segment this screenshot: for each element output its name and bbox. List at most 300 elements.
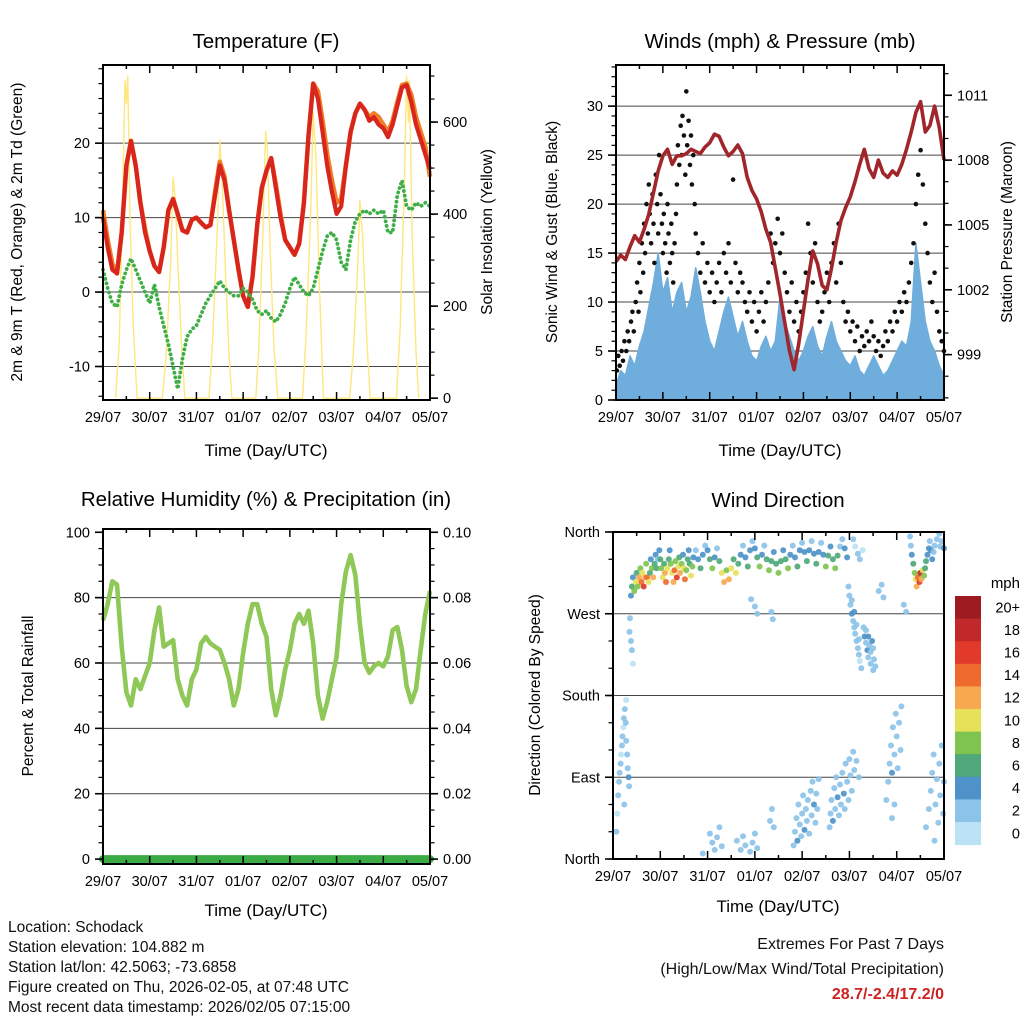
wind-gusts-dot	[635, 280, 640, 285]
wind-gusts-dot	[848, 329, 853, 334]
direction-dots-dot	[879, 582, 885, 588]
wind-gusts-dot	[671, 280, 676, 285]
direction-dots-dot	[776, 570, 782, 576]
wind-gusts-dot	[754, 329, 759, 334]
direction-dots-dot	[851, 767, 857, 773]
direction-dots-dot	[932, 838, 938, 844]
direction-dots-dot	[814, 806, 820, 812]
direction-dots-dot	[852, 544, 858, 550]
station-info	[8, 918, 350, 1018]
wind-gusts-dot	[672, 241, 677, 246]
x-tick-label: 05/07	[925, 410, 963, 426]
direction-dots-dot	[927, 538, 933, 544]
wind-gusts-dot	[662, 212, 667, 217]
x-tick-label: 04/07	[878, 410, 916, 426]
direction-dots-dot	[695, 556, 701, 562]
wind-gusts-dot	[864, 329, 869, 334]
wind-gusts-dot	[921, 182, 926, 187]
x-tick-label: 04/07	[365, 874, 402, 890]
wind-gusts-dot	[759, 290, 764, 295]
direction-dots-dot	[719, 843, 725, 849]
wind-gusts-dot	[935, 310, 940, 315]
colorbar-label: 8	[1011, 735, 1020, 752]
direction-dots-dot	[803, 806, 809, 812]
direction-dots-dot	[615, 792, 621, 798]
temperature-ylabel-right: Solar Insolation (Yellow)	[479, 149, 496, 315]
wind-gusts-dot	[625, 329, 630, 334]
direction-dots-dot	[799, 811, 805, 817]
direction-dots-dot	[910, 561, 916, 567]
wind-gusts-dot	[678, 123, 683, 128]
y-tick-label: South	[562, 688, 600, 705]
winds-series	[615, 89, 947, 400]
direction-dots-dot	[818, 540, 824, 546]
direction-dots-dot	[854, 758, 860, 764]
x-tick-label: 01/07	[224, 410, 262, 426]
wind-gusts-dot	[909, 261, 914, 266]
direction-dots-dot	[890, 724, 896, 730]
direction-dots-dot	[802, 827, 808, 833]
direction-dots-dot	[935, 820, 941, 826]
direction-dots-dot	[622, 706, 628, 712]
direction-dots-dot	[926, 806, 932, 812]
direction-dots-dot	[937, 792, 943, 798]
solar-insolation-line	[116, 76, 419, 398]
colorbar-cell	[955, 641, 981, 664]
y-tick-label: 0	[81, 285, 90, 302]
wind-gusts-dot	[657, 153, 662, 158]
wind-gusts-dot	[630, 310, 635, 315]
direction-dots-dot	[790, 543, 796, 549]
direction-dots-dot	[630, 661, 636, 667]
wind-gusts-dot	[658, 192, 663, 197]
direction-dots-dot	[854, 622, 860, 628]
y-tick-label: 0	[443, 391, 452, 408]
direction-dots-dot	[830, 818, 836, 824]
direction-dots-dot	[698, 565, 704, 571]
direction-dots-dot	[712, 554, 718, 560]
colorbar-cell	[955, 754, 981, 777]
direction-dots-dot	[870, 645, 876, 651]
wind-gusts-dot	[881, 344, 886, 349]
extremes-values: 28.7/-2.4/17.2/0	[831, 986, 944, 1003]
direction-dots-dot	[922, 565, 928, 571]
direction-dots-dot	[799, 540, 805, 546]
temperature-title: Temperature (F)	[192, 30, 340, 53]
wind-gusts-dot	[636, 310, 641, 315]
colorbar-cell	[955, 777, 981, 800]
wind-gusts-dot	[841, 300, 846, 305]
y-tick-label: 30	[586, 99, 603, 116]
wind-gusts-dot	[724, 270, 729, 275]
direction-dots-dot	[742, 554, 748, 560]
direction-dots-dot	[794, 815, 800, 821]
direction-dots-dot	[705, 547, 711, 553]
winds-xlabel: Time (Day/UTC)	[718, 441, 842, 460]
direction-dots-dot	[791, 842, 797, 848]
recent-timestamp: Most recent data timestamp: 2026/02/05 07:15:00	[8, 999, 351, 1016]
wind-gusts-dot	[632, 329, 637, 334]
direction-dots-dot	[616, 779, 622, 785]
wind-gusts-dot	[652, 261, 657, 266]
direction-dots-dot	[734, 838, 740, 844]
direction-dots-dot	[770, 616, 776, 622]
y-tick-label: 60	[73, 656, 90, 672]
plot-frame	[103, 529, 430, 864]
direction-dots-dot	[629, 647, 635, 653]
wind-gusts-dot	[878, 354, 883, 359]
direction-dots-dot	[830, 556, 836, 562]
direction-dots-dot	[855, 645, 861, 651]
direction-dots-dot	[754, 611, 760, 617]
wind-gusts-dot	[874, 349, 879, 354]
direction-dots-dot	[891, 752, 897, 758]
direction-dots-dot	[795, 802, 801, 808]
y-tick-label: 0.08	[443, 590, 472, 607]
wind-gusts-dot	[897, 300, 902, 305]
wind-gusts-dot	[923, 221, 928, 226]
wind-gusts-dot	[647, 182, 652, 187]
y-tick-label: 600	[443, 115, 468, 132]
direction-dots-dot	[898, 703, 904, 709]
direction-dots-dot	[761, 543, 767, 549]
wind-gusts-dot	[928, 280, 933, 285]
y-tick-label: 0.00	[443, 852, 472, 869]
sonic-wind-area	[616, 243, 944, 400]
direction-dots-dot	[716, 824, 722, 830]
direction-dots-dot	[832, 806, 838, 812]
wind-gusts-dot	[827, 300, 832, 305]
wind-gusts-dot	[717, 261, 722, 266]
wind-gusts-dot	[740, 280, 745, 285]
wind-gusts-dot	[644, 202, 649, 207]
colorbar-label: 16	[1003, 645, 1020, 662]
direction-dots-dot	[849, 788, 855, 794]
wind-gusts-dot	[820, 310, 825, 315]
y-tick-label: 0	[81, 852, 90, 869]
direction-dots-dot	[780, 547, 786, 553]
direction-dots-dot	[842, 545, 848, 551]
wind-gusts-dot	[696, 251, 701, 256]
wind-gusts-dot	[633, 300, 638, 305]
direction-dots-dot	[798, 833, 804, 839]
wind-gusts-dot	[895, 319, 900, 324]
extremes-heading: Extremes For Past 7 Days	[757, 936, 944, 953]
y-tick-label: 10	[586, 295, 603, 312]
direction-dots-dot	[837, 782, 843, 788]
y-tick-label: 0.06	[443, 656, 472, 672]
direction-dots-dot	[844, 554, 850, 560]
direction-dots-dot	[686, 547, 692, 553]
direction-dots-dot	[833, 774, 839, 780]
direction-dots-dot	[792, 829, 798, 835]
direction-dots-dot	[740, 833, 746, 839]
direction-dots-dot	[617, 770, 623, 776]
wind-gusts-dot	[703, 280, 708, 285]
direction-dots-dot	[747, 849, 753, 855]
extremes-subheading: (High/Low/Max Wind/Total Precipitation)	[660, 961, 944, 978]
x-tick-label: 01/07	[736, 869, 774, 885]
wind-gusts-dot	[750, 319, 755, 324]
wind-gusts-dot	[621, 359, 626, 364]
wind-gusts-dot	[691, 153, 696, 158]
wind-gusts-dot	[785, 290, 790, 295]
direction-dots-dot	[733, 570, 739, 576]
wind-gusts-dot	[627, 339, 632, 344]
x-tick-label: 04/07	[878, 869, 915, 885]
y-tick-label: 1008	[957, 153, 990, 170]
wind-gusts-dot	[665, 202, 670, 207]
direction-dots-dot	[852, 631, 858, 637]
wind-gusts-dot	[637, 261, 642, 266]
wind-gusts-dot	[680, 114, 685, 119]
direction-dots-dot	[624, 752, 630, 758]
temperature-xlabel: Time (Day/UTC)	[204, 441, 328, 460]
direction-dots-dot	[613, 829, 619, 835]
colorbar-label: 2	[1011, 803, 1020, 820]
direction-dots-dot	[929, 770, 935, 776]
wind-gusts-dot	[686, 119, 691, 124]
y-tick-label: 0	[594, 393, 603, 409]
wind-gusts-dot	[674, 212, 679, 217]
extremes-info	[660, 932, 944, 1007]
wind-gusts-dot	[907, 280, 912, 285]
y-tick-label: 25	[586, 148, 603, 165]
colorbar-label: 18	[1003, 622, 1020, 639]
direction-dots-dot	[768, 609, 774, 615]
direction-dots-dot	[887, 761, 893, 767]
y-tick-label: 1011	[957, 88, 989, 105]
wind-gusts-dot	[886, 339, 891, 344]
plot-frame	[103, 65, 430, 400]
direction-dots-dot	[745, 564, 751, 570]
x-tick-label: 30/07	[131, 410, 168, 426]
direction-dots-dot	[856, 774, 862, 780]
direction-dots-dot	[627, 629, 633, 635]
direction-dots-dot	[804, 818, 810, 824]
wind-gusts-dot	[839, 261, 844, 266]
winds-ylabel-right: Station Pressure (Maroon)	[999, 141, 1016, 323]
direction-dots-dot	[680, 552, 686, 558]
direction-dots-dot	[856, 652, 862, 658]
direction-dots-dot	[871, 656, 877, 662]
direction-dots-dot	[909, 552, 915, 558]
direction-dots-dot	[735, 561, 741, 567]
direction-dots-dot	[800, 792, 806, 798]
direction-dots-dot	[831, 785, 837, 791]
y-tick-label: 0.02	[443, 786, 472, 803]
colorbar-cell	[955, 732, 981, 755]
wind-gusts-dot	[918, 148, 923, 153]
colorbar-cell	[955, 799, 981, 822]
wind-gusts-dot	[813, 241, 818, 246]
direction-dots-dot	[623, 738, 629, 744]
wind-gusts-dot	[757, 310, 762, 315]
direction-dots-dot	[792, 554, 798, 560]
direction-dots-dot	[835, 794, 841, 800]
wind-direction-series	[613, 531, 947, 857]
wind-gusts-dot	[869, 319, 874, 324]
wind-gusts-dot	[726, 241, 731, 246]
direction-dots-dot	[929, 556, 935, 562]
direction-dots-dot	[846, 797, 852, 803]
direction-dots-dot	[700, 552, 706, 558]
direction-dots-dot	[623, 720, 629, 726]
x-tick-label: 01/07	[738, 410, 775, 426]
direction-dots-dot	[614, 811, 620, 817]
y-tick-label: 20	[586, 197, 603, 214]
direction-dots-dot	[728, 565, 734, 571]
station-elevation: Station elevation: 104.882 m	[8, 939, 205, 956]
direction-dots-dot	[626, 774, 632, 780]
wind-gusts-dot	[862, 344, 867, 349]
direction-dots-dot	[621, 802, 627, 808]
direction-dots-dot	[828, 544, 834, 550]
direction-dots-dot	[841, 791, 847, 797]
direction-dots-dot	[656, 547, 662, 553]
humidity-xlabel: Time (Day/UTC)	[204, 901, 328, 920]
direction-dots-dot	[709, 840, 715, 846]
direction-dots-dot	[832, 565, 838, 571]
y-tick-label: 100	[65, 525, 90, 542]
y-tick-label: East	[570, 770, 600, 787]
colorbar-cell	[955, 686, 981, 709]
colorbar-label: 20+	[995, 600, 1020, 617]
wind-gusts-dot	[745, 310, 750, 315]
wind-gusts-dot	[782, 270, 787, 275]
humidity-chart	[20, 488, 471, 920]
colorbar-label: 12	[1003, 690, 1020, 707]
direction-dots-dot	[846, 756, 852, 762]
y-tick-label: 0.04	[443, 721, 472, 738]
wind-gusts-dot	[766, 280, 771, 285]
y-tick-label: 1005	[957, 217, 990, 234]
wind-gusts-dot	[669, 221, 674, 226]
wind-direction-title: Wind Direction	[711, 489, 845, 512]
direction-dots-dot	[810, 779, 816, 785]
wind-gusts-dot	[676, 143, 681, 148]
x-tick-label: 29/07	[594, 869, 632, 885]
wind-gusts-dot	[714, 280, 719, 285]
direction-dots-dot	[766, 567, 772, 573]
direction-dots-dot	[857, 658, 863, 664]
x-tick-label: 31/07	[178, 874, 215, 890]
wind-gusts-dot	[705, 261, 710, 266]
humidity-title: Relative Humidity (%) & Precipitation (in)	[80, 488, 452, 511]
wind-gusts-dot	[893, 310, 898, 315]
wind-direction-chart	[527, 489, 1020, 916]
direction-dots-dot	[742, 842, 748, 848]
direction-dots-dot	[712, 847, 718, 853]
x-tick-label: 04/07	[365, 410, 402, 426]
wind-gusts-dot	[778, 251, 783, 256]
direction-dots-dot	[876, 588, 882, 594]
temperature-ylabel-left: 2m & 9m T (Red, Orange) & 2m Td (Green)	[9, 82, 26, 382]
wind-direction-ylabel-left: Direction (Colored By Speed)	[527, 594, 544, 796]
direction-dots-dot	[716, 558, 722, 564]
x-tick-label: 31/07	[691, 410, 728, 426]
direction-dots-dot	[889, 815, 895, 821]
direction-dots-dot	[856, 636, 862, 642]
wind-gusts-dot	[888, 319, 893, 324]
winds-chart	[544, 30, 1016, 460]
winds-title: Winds (mph) & Pressure (mb)	[644, 30, 916, 53]
direction-dots-dot	[759, 552, 765, 558]
wind-gusts-dot	[664, 270, 669, 275]
colorbar-cell	[955, 596, 981, 619]
wind-gusts-dot	[646, 231, 651, 236]
direction-dots-dot	[771, 549, 777, 555]
direction-dots-dot	[682, 576, 688, 582]
wind-gusts-dot	[937, 329, 942, 334]
direction-dots-dot	[752, 545, 758, 551]
direction-dots-dot	[829, 797, 835, 803]
direction-dots-dot	[858, 665, 864, 671]
wind-gusts-dot	[855, 324, 860, 329]
wind-gusts-dot	[743, 300, 748, 305]
direction-dots-dot	[689, 564, 695, 570]
station-location: Location: Schodack	[8, 919, 144, 936]
colorbar-label: 0	[1011, 826, 1020, 843]
wind-gusts-dot	[904, 300, 909, 305]
direction-dots-dot	[872, 663, 878, 669]
x-tick-label: 01/07	[224, 874, 262, 890]
direction-dots-dot	[891, 802, 897, 808]
direction-dots-dot	[646, 579, 652, 585]
x-tick-label: 05/07	[411, 410, 449, 426]
y-tick-label: 20	[73, 786, 90, 803]
colorbar-label: 10	[1003, 713, 1020, 730]
direction-dots-dot	[896, 720, 902, 726]
direction-dots-dot	[888, 743, 894, 749]
wind-gusts-dot	[643, 251, 648, 256]
wind-gusts-dot	[661, 251, 666, 256]
wind-gusts-dot	[641, 270, 646, 275]
direction-dots-dot	[881, 594, 887, 600]
x-tick-label: 03/07	[831, 869, 868, 885]
wind-gusts-dot	[911, 241, 916, 246]
direction-dots-dot	[812, 820, 818, 826]
direction-dots-dot	[921, 573, 927, 579]
wind-gusts-dot	[787, 310, 792, 315]
direction-dots-dot	[677, 570, 683, 576]
wind-gusts-dot	[789, 280, 794, 285]
y-tick-label: 15	[586, 246, 603, 263]
direction-dots-dot	[933, 802, 939, 808]
direction-dots-dot	[934, 776, 940, 782]
direction-dots-dot	[688, 573, 694, 579]
direction-dots-dot	[618, 752, 624, 758]
wind-gusts-dot	[710, 270, 715, 275]
direction-dots-dot	[813, 561, 819, 567]
direction-dots-dot	[783, 556, 789, 562]
direction-dots-dot	[693, 547, 699, 553]
direction-dots-dot	[757, 564, 763, 570]
direction-dots-dot	[785, 565, 791, 571]
direction-dots-dot	[893, 711, 899, 717]
direction-dots-dot	[754, 845, 760, 851]
direction-dots-dot	[883, 797, 889, 803]
x-tick-label: 31/07	[178, 410, 215, 426]
wind-gusts-dot	[930, 300, 935, 305]
direction-dots-dot	[625, 765, 631, 771]
direction-dots-dot	[850, 749, 856, 755]
direction-dots-dot	[923, 824, 929, 830]
wind-gusts-dot	[629, 319, 634, 324]
direction-dots-dot	[825, 553, 831, 559]
x-tick-label: 29/07	[84, 410, 122, 426]
wind-gusts-dot	[688, 163, 693, 168]
